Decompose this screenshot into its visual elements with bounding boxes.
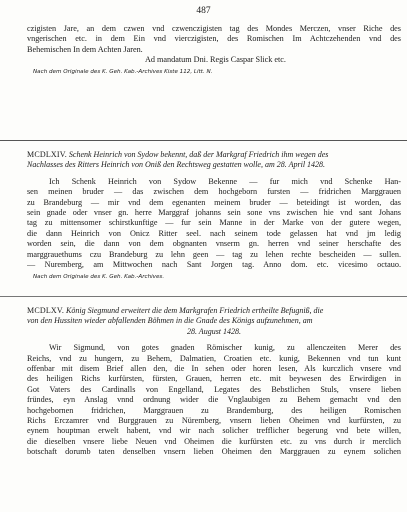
text-line: zu Brandeburg — mir vnd dem egenanten meinem bruder — beteidingt ist worden, das [27, 197, 401, 207]
text-line: czigisten Jare, an dem czwen vnd czwenczigisten tag des Mondes Merczen, vnser Riche des [27, 24, 401, 33]
heading-summary: Schenk Heinrich von Sydow bekennt, daß der Markgraf Friedrich ihm wegen des [68, 150, 329, 159]
text-line: — Nuremberg, am Mittwochen nach Sant Jorgen tag. Anno dom. etc. vicesimo octauo. [27, 260, 401, 270]
text-line: die dann Heinrich von Onicz Ritter seel. nach seinem tode gelassen hat vnd jm ledig [27, 228, 401, 238]
text-line: Richs Erczamrer vnd Burggrauen zu Nüremberg, vnsern lieben Oheimen vnd kurfürsten, zu [27, 416, 401, 426]
text-line: eynem houptman erwelt habent, vnd wir nach solicher trefflicher begerung vnd bete willen, [27, 426, 401, 436]
source-note: Nach dem Originale des K. Geh. Kab.-Archives. [33, 274, 165, 281]
text-line: tag zu mittensomer schirstkunftige — fur sein Manne in der Marke von der gutere wegen, [27, 218, 401, 228]
text-line: hochgebornen fridrichen, Marggrauen zu Brandemburg, des heiligen Romischen [27, 405, 401, 415]
text-line: sein gnade oder vnser gn. herre Marggraf johanns sein sone vns zwischen hie vnd sant Johans [27, 208, 401, 218]
heading-summary: 28. August 1428. [186, 326, 242, 336]
text-line: Behemischen In dem Achten Jaren. [27, 44, 143, 54]
text-line: Got Vaters des Cardinalls von Engelland, Legates des Bebstlichen Stuls, vnsere lieben [27, 384, 401, 394]
text-line: worden sein, die dann von dem obgnanten vnserm gn. herren vnd seiner herschafte des [27, 239, 401, 249]
heading-summary: König Siegmund erweitert die dem Markgrafen Friedrich ertheilte Befugniß, die [66, 306, 324, 315]
text-line: die dieselben vnsere liebe Neuen vnd Oheimen die kurfürsten etc. zu vns durch ir merclich [27, 436, 401, 446]
text-line: Ich Schenk Heinrich von Sydow Bekenne — fur mich vnd Schenke Han- [49, 176, 401, 186]
heading-summary: von den Hussiten wieder abfallenden Böhmen in die Gnade des Königs aufzunehmen, am [27, 316, 313, 326]
text-line: fründes, eyn Anslag vnnd ordnung wider die Vnglaubigen zu Behem gemacht vnd den [27, 395, 401, 405]
text-line: botschaft dorumb taten denselben vnsern lieben Oheimen den Marggrauen zu eynem solichen [27, 447, 401, 457]
document-number: MCDLXIV. [27, 150, 67, 159]
section-divider [0, 140, 407, 141]
section-heading [27, 150, 401, 160]
text-line: vngerischen etc. in dem Ein vnd vierczigisten, des Romischen Im Achtczehenden vnd des [27, 34, 401, 44]
source-note: Nach dem Originale des K. Geh. Kab.-Archives Kiste 112, Litt. N. [33, 68, 213, 75]
document-section [27, 306, 401, 458]
section-heading [27, 306, 401, 316]
continuation-paragraph [27, 24, 401, 76]
page-number: 487 [196, 6, 211, 16]
text-line: Reichs, vnd zu hungern, zu Behem, Dalmatien, Croatien etc. kunig, Bekennen vnd tun kunt [27, 353, 401, 363]
text-line: marggrauethums czu Brandeburg zu lehn geen — tag zu lehen rechte bescheiden — sullen. [27, 249, 401, 259]
heading-summary: Nachlasses des Ritters Heinrich von Oniß den Rechtsweg gestatten wolle, am 28. April 1428. [27, 160, 326, 170]
section-divider [0, 296, 407, 297]
text-line: des heiligen Richs kurfürsten, fürsten, Grauen, herren etc. mit beywesen des Erwirdigen in [27, 374, 401, 384]
document-number: MCDLXV. [27, 306, 65, 315]
text-line: offenbar mit disem Brief allen den, die In sehen oder horen lesen, Als kurczlich vnsere vnd [27, 364, 401, 374]
text-line: sen meinen bruder — das zwischen dem hochgeborn fursten — fridrichen Marggrauen [27, 187, 401, 197]
text-line: Wir Sigmund, von gotes gnaden Römischer kunig, zu allenczeiten Merer des [49, 343, 401, 353]
mandatum-line: Ad mandatum Dni. Regis Caspar Slick etc. [145, 55, 286, 65]
document-section [27, 150, 401, 281]
